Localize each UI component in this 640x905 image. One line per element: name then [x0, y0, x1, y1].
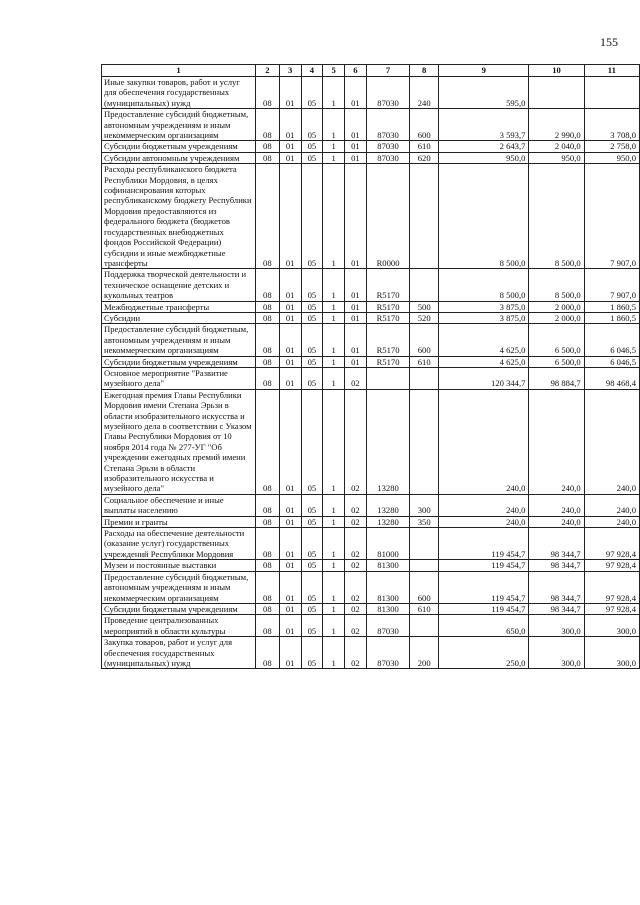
target-article-cell: R5170 — [366, 324, 410, 356]
target-article-cell: 87030 — [366, 615, 410, 637]
amount-col-10-cell: 2 990,0 — [529, 109, 584, 141]
target-article-cell: 81300 — [366, 571, 410, 603]
amount-col-10-cell: 950,0 — [529, 152, 584, 163]
expense-type-cell: 200 — [410, 637, 439, 669]
table-row — [102, 603, 640, 614]
budget-table — [101, 64, 640, 669]
subsection-code-cell: 01 — [279, 637, 301, 669]
event-code-cell: 02 — [344, 389, 366, 494]
section-code-cell: 08 — [255, 164, 279, 269]
amount-col-9-cell: 240,0 — [439, 516, 529, 527]
amount-col-11-cell: 950,0 — [584, 152, 639, 163]
target-article-cell: R5170 — [366, 301, 410, 312]
table-row — [102, 324, 640, 356]
target-article-cell: 81300 — [366, 603, 410, 614]
amount-col-10-cell: 2 040,0 — [529, 141, 584, 152]
target-article-cell: R5170 — [366, 269, 410, 301]
amount-col-9-cell: 3 875,0 — [439, 312, 529, 323]
section-code-cell: 08 — [255, 152, 279, 163]
amount-col-11-cell — [584, 77, 639, 109]
row-name-cell: Субсидии бюджетным учреждениям — [102, 141, 256, 152]
amount-col-9-cell: 3 593,7 — [439, 109, 529, 141]
subprogram-code-cell: 1 — [323, 494, 345, 516]
program-code-cell: 05 — [301, 269, 323, 301]
header-cell: 4 — [301, 65, 323, 77]
section-code-cell: 08 — [255, 269, 279, 301]
amount-col-10-cell: 300,0 — [529, 615, 584, 637]
amount-col-11-cell: 6 046,5 — [584, 356, 639, 367]
subsection-code-cell: 01 — [279, 269, 301, 301]
header-cell: 11 — [584, 65, 639, 77]
header-cell: 8 — [410, 65, 439, 77]
subprogram-code-cell: 1 — [323, 312, 345, 323]
event-code-cell: 02 — [344, 528, 366, 560]
amount-col-11-cell: 97 928,4 — [584, 571, 639, 603]
amount-col-9-cell: 650,0 — [439, 615, 529, 637]
table-row — [102, 560, 640, 571]
amount-col-9-cell: 8 500,0 — [439, 164, 529, 269]
header-cell: 6 — [344, 65, 366, 77]
target-article-cell: R5170 — [366, 312, 410, 323]
event-code-cell: 02 — [344, 494, 366, 516]
subprogram-code-cell: 1 — [323, 516, 345, 527]
header-cell: 5 — [323, 65, 345, 77]
subprogram-code-cell: 1 — [323, 615, 345, 637]
subprogram-code-cell: 1 — [323, 637, 345, 669]
program-code-cell: 05 — [301, 152, 323, 163]
table-row — [102, 637, 640, 669]
program-code-cell: 05 — [301, 637, 323, 669]
row-name-cell: Поддержка творческой деятельности и техническое оснащение детских и кукольных театров — [102, 269, 256, 301]
event-code-cell: 01 — [344, 269, 366, 301]
target-article-cell: 81000 — [366, 528, 410, 560]
event-code-cell: 02 — [344, 637, 366, 669]
amount-col-10-cell: 98 344,7 — [529, 560, 584, 571]
subsection-code-cell: 01 — [279, 389, 301, 494]
row-name-cell: Социальное обеспечение и иные выплаты населению — [102, 494, 256, 516]
program-code-cell: 05 — [301, 301, 323, 312]
target-article-cell: R5170 — [366, 356, 410, 367]
row-name-cell: Предоставление субсидий бюджетным, автономным учреждениям и иным некоммерческим организациям — [102, 571, 256, 603]
amount-col-11-cell: 6 046,5 — [584, 324, 639, 356]
row-name-cell: Субсидии бюджетным учреждениям — [102, 356, 256, 367]
program-code-cell: 05 — [301, 528, 323, 560]
row-name-cell: Субсидии бюджетным учреждениям — [102, 603, 256, 614]
target-article-cell — [366, 367, 410, 389]
table-row — [102, 367, 640, 389]
event-code-cell: 01 — [344, 164, 366, 269]
section-code-cell: 08 — [255, 603, 279, 614]
expense-type-cell: 610 — [410, 141, 439, 152]
amount-col-9-cell: 119 454,7 — [439, 603, 529, 614]
program-code-cell: 05 — [301, 603, 323, 614]
program-code-cell: 05 — [301, 615, 323, 637]
row-name-cell: Предоставление субсидий бюджетным, автономным учреждениям и иным некоммерческим организациям — [102, 109, 256, 141]
program-code-cell: 05 — [301, 516, 323, 527]
section-code-cell: 08 — [255, 356, 279, 367]
expense-type-cell: 300 — [410, 494, 439, 516]
amount-col-10-cell: 98 884,7 — [529, 367, 584, 389]
event-code-cell: 01 — [344, 312, 366, 323]
subsection-code-cell: 01 — [279, 560, 301, 571]
amount-col-9-cell: 595,0 — [439, 77, 529, 109]
table-row — [102, 516, 640, 527]
program-code-cell: 05 — [301, 164, 323, 269]
amount-col-9-cell: 240,0 — [439, 389, 529, 494]
expense-type-cell: 500 — [410, 301, 439, 312]
program-code-cell: 05 — [301, 356, 323, 367]
expense-type-cell: 600 — [410, 109, 439, 141]
subprogram-code-cell: 1 — [323, 560, 345, 571]
expense-type-cell: 350 — [410, 516, 439, 527]
target-article-cell: 81300 — [366, 560, 410, 571]
row-name-cell: Субсидии автономным учреждениям — [102, 152, 256, 163]
target-article-cell: 87030 — [366, 152, 410, 163]
expense-type-cell — [410, 528, 439, 560]
expense-type-cell — [410, 269, 439, 301]
event-code-cell: 01 — [344, 324, 366, 356]
table-row — [102, 301, 640, 312]
subprogram-code-cell: 1 — [323, 141, 345, 152]
row-name-cell: Проведение централизованных мероприятий в области культуры — [102, 615, 256, 637]
amount-col-9-cell: 2 643,7 — [439, 141, 529, 152]
subsection-code-cell: 01 — [279, 109, 301, 141]
amount-col-11-cell: 240,0 — [584, 389, 639, 494]
row-name-cell: Премии и гранты — [102, 516, 256, 527]
subsection-code-cell: 01 — [279, 528, 301, 560]
amount-col-10-cell: 2 000,0 — [529, 312, 584, 323]
event-code-cell: 01 — [344, 109, 366, 141]
amount-col-9-cell: 119 454,7 — [439, 528, 529, 560]
event-code-cell: 01 — [344, 152, 366, 163]
event-code-cell: 02 — [344, 367, 366, 389]
table-row — [102, 389, 640, 494]
program-code-cell: 05 — [301, 77, 323, 109]
amount-col-11-cell: 240,0 — [584, 494, 639, 516]
section-code-cell: 08 — [255, 312, 279, 323]
expense-type-cell: 520 — [410, 312, 439, 323]
amount-col-11-cell: 98 468,4 — [584, 367, 639, 389]
section-code-cell: 08 — [255, 109, 279, 141]
amount-col-9-cell: 240,0 — [439, 494, 529, 516]
amount-col-11-cell: 97 928,4 — [584, 603, 639, 614]
amount-col-10-cell: 8 500,0 — [529, 269, 584, 301]
expense-type-cell: 240 — [410, 77, 439, 109]
amount-col-9-cell: 120 344,7 — [439, 367, 529, 389]
section-code-cell: 08 — [255, 528, 279, 560]
section-code-cell: 08 — [255, 615, 279, 637]
subprogram-code-cell: 1 — [323, 571, 345, 603]
amount-col-9-cell: 8 500,0 — [439, 269, 529, 301]
section-code-cell: 08 — [255, 494, 279, 516]
page-number: 155 — [600, 35, 618, 49]
program-code-cell: 05 — [301, 109, 323, 141]
table-row — [102, 571, 640, 603]
amount-col-10-cell — [529, 77, 584, 109]
expense-type-cell: 610 — [410, 356, 439, 367]
amount-col-11-cell: 2 758,0 — [584, 141, 639, 152]
subprogram-code-cell: 1 — [323, 324, 345, 356]
row-name-cell: Закупка товаров, работ и услуг для обеспечения государственных (муниципальных) нужд — [102, 637, 256, 669]
target-article-cell: 87030 — [366, 109, 410, 141]
section-code-cell: 08 — [255, 301, 279, 312]
target-article-cell: 13280 — [366, 516, 410, 527]
amount-col-11-cell: 300,0 — [584, 637, 639, 669]
amount-col-10-cell: 6 500,0 — [529, 356, 584, 367]
subsection-code-cell: 01 — [279, 301, 301, 312]
expense-type-cell: 620 — [410, 152, 439, 163]
amount-col-11-cell: 300,0 — [584, 615, 639, 637]
row-name-cell: Расходы на обеспечение деятельности (оказание услуг) государственных учреждений Республики Мордовия — [102, 528, 256, 560]
row-name-cell: Основное мероприятие "Развитие музейного дела" — [102, 367, 256, 389]
row-name-cell: Ежегодная премия Главы Республики Мордовия имени Степана Эрьзи в области изобразительного искусства и музейного дела в соответствии с Указом Главы Республики Мордовия от 10 ноября 2014 года № 277-УГ "Об учреждении ежегодных премий имени Степана Эрьзи в области изобразительного искусства и музейного дела" — [102, 389, 256, 494]
amount-col-9-cell: 4 625,0 — [439, 356, 529, 367]
amount-col-11-cell: 7 907,0 — [584, 269, 639, 301]
amount-col-9-cell: 250,0 — [439, 637, 529, 669]
subsection-code-cell: 01 — [279, 324, 301, 356]
amount-col-9-cell: 119 454,7 — [439, 560, 529, 571]
amount-col-11-cell: 7 907,0 — [584, 164, 639, 269]
program-code-cell: 05 — [301, 571, 323, 603]
amount-col-11-cell: 97 928,4 — [584, 560, 639, 571]
program-code-cell: 05 — [301, 389, 323, 494]
subprogram-code-cell: 1 — [323, 109, 345, 141]
target-article-cell: 13280 — [366, 494, 410, 516]
table-row — [102, 164, 640, 269]
row-name-cell: Межбюджетные трансферты — [102, 301, 256, 312]
table-row — [102, 141, 640, 152]
section-code-cell: 08 — [255, 324, 279, 356]
amount-col-10-cell: 240,0 — [529, 389, 584, 494]
header-cell: 2 — [255, 65, 279, 77]
table-row — [102, 356, 640, 367]
subsection-code-cell: 01 — [279, 152, 301, 163]
expense-type-cell — [410, 389, 439, 494]
table-row — [102, 269, 640, 301]
amount-col-10-cell: 2 000,0 — [529, 301, 584, 312]
expense-type-cell: 600 — [410, 571, 439, 603]
event-code-cell: 01 — [344, 356, 366, 367]
amount-col-10-cell: 8 500,0 — [529, 164, 584, 269]
amount-col-11-cell: 240,0 — [584, 516, 639, 527]
subsection-code-cell: 01 — [279, 615, 301, 637]
program-code-cell: 05 — [301, 141, 323, 152]
amount-col-11-cell: 97 928,4 — [584, 528, 639, 560]
amount-col-9-cell: 950,0 — [439, 152, 529, 163]
section-code-cell: 08 — [255, 571, 279, 603]
subprogram-code-cell: 1 — [323, 389, 345, 494]
table-row — [102, 528, 640, 560]
program-code-cell: 05 — [301, 324, 323, 356]
program-code-cell: 05 — [301, 312, 323, 323]
event-code-cell: 02 — [344, 571, 366, 603]
amount-col-11-cell: 1 860,5 — [584, 301, 639, 312]
header-cell: 10 — [529, 65, 584, 77]
program-code-cell: 05 — [301, 367, 323, 389]
amount-col-9-cell: 3 875,0 — [439, 301, 529, 312]
amount-col-10-cell: 98 344,7 — [529, 528, 584, 560]
header-cell: 1 — [102, 65, 256, 77]
subsection-code-cell: 01 — [279, 494, 301, 516]
target-article-cell: 87030 — [366, 141, 410, 152]
table-row — [102, 615, 640, 637]
subprogram-code-cell: 1 — [323, 367, 345, 389]
expense-type-cell: 610 — [410, 603, 439, 614]
row-name-cell: Музеи и постоянные выставки — [102, 560, 256, 571]
section-code-cell: 08 — [255, 389, 279, 494]
row-name-cell: Иные закупки товаров, работ и услуг для обеспечения государственных (муниципальных) нужд — [102, 77, 256, 109]
subprogram-code-cell: 1 — [323, 528, 345, 560]
target-article-cell: R0000 — [366, 164, 410, 269]
amount-col-10-cell: 6 500,0 — [529, 324, 584, 356]
header-cell: 3 — [279, 65, 301, 77]
expense-type-cell — [410, 560, 439, 571]
event-code-cell: 02 — [344, 516, 366, 527]
subprogram-code-cell: 1 — [323, 356, 345, 367]
expense-type-cell — [410, 164, 439, 269]
event-code-cell: 01 — [344, 77, 366, 109]
section-code-cell: 08 — [255, 77, 279, 109]
subsection-code-cell: 01 — [279, 141, 301, 152]
event-code-cell: 01 — [344, 301, 366, 312]
subsection-code-cell: 01 — [279, 603, 301, 614]
section-code-cell: 08 — [255, 516, 279, 527]
row-name-cell: Расходы республиканского бюджета Республики Мордовия, в целях софинансирования которых республиканскому бюджету Республики Мордовия предоставляются из федерального бюджета (бюджетов государственных внебюджетных фондов Российской Федерации) субсидии и иные межбюджетные трансферты — [102, 164, 256, 269]
subprogram-code-cell: 1 — [323, 301, 345, 312]
table-row — [102, 312, 640, 323]
event-code-cell: 01 — [344, 141, 366, 152]
target-article-cell: 13280 — [366, 389, 410, 494]
event-code-cell: 02 — [344, 615, 366, 637]
subsection-code-cell: 01 — [279, 356, 301, 367]
target-article-cell: 87030 — [366, 77, 410, 109]
section-code-cell: 08 — [255, 367, 279, 389]
subsection-code-cell: 01 — [279, 312, 301, 323]
section-code-cell: 08 — [255, 637, 279, 669]
amount-col-10-cell: 98 344,7 — [529, 603, 584, 614]
program-code-cell: 05 — [301, 560, 323, 571]
event-code-cell: 02 — [344, 560, 366, 571]
subsection-code-cell: 01 — [279, 367, 301, 389]
row-name-cell: Предоставление субсидий бюджетным, автономным учреждениям и иным некоммерческим организациям — [102, 324, 256, 356]
subsection-code-cell: 01 — [279, 164, 301, 269]
subprogram-code-cell: 1 — [323, 77, 345, 109]
amount-col-10-cell: 98 344,7 — [529, 571, 584, 603]
subsection-code-cell: 01 — [279, 77, 301, 109]
header-cell: 7 — [366, 65, 410, 77]
section-code-cell: 08 — [255, 560, 279, 571]
table-row — [102, 494, 640, 516]
expense-type-cell — [410, 615, 439, 637]
table-row — [102, 77, 640, 109]
amount-col-10-cell: 240,0 — [529, 494, 584, 516]
subsection-code-cell: 01 — [279, 516, 301, 527]
amount-col-11-cell: 3 708,0 — [584, 109, 639, 141]
row-name-cell: Субсидии — [102, 312, 256, 323]
subprogram-code-cell: 1 — [323, 269, 345, 301]
header-row — [102, 65, 640, 77]
subsection-code-cell: 01 — [279, 571, 301, 603]
amount-col-9-cell: 119 454,7 — [439, 571, 529, 603]
subprogram-code-cell: 1 — [323, 164, 345, 269]
amount-col-10-cell: 240,0 — [529, 516, 584, 527]
amount-col-11-cell: 1 860,5 — [584, 312, 639, 323]
target-article-cell: 87030 — [366, 637, 410, 669]
section-code-cell: 08 — [255, 141, 279, 152]
amount-col-10-cell: 300,0 — [529, 637, 584, 669]
expense-type-cell: 600 — [410, 324, 439, 356]
amount-col-9-cell: 4 625,0 — [439, 324, 529, 356]
expense-type-cell — [410, 367, 439, 389]
subprogram-code-cell: 1 — [323, 152, 345, 163]
subprogram-code-cell: 1 — [323, 603, 345, 614]
event-code-cell: 02 — [344, 603, 366, 614]
header-cell: 9 — [439, 65, 529, 77]
table-row — [102, 109, 640, 141]
table-row — [102, 152, 640, 163]
program-code-cell: 05 — [301, 494, 323, 516]
